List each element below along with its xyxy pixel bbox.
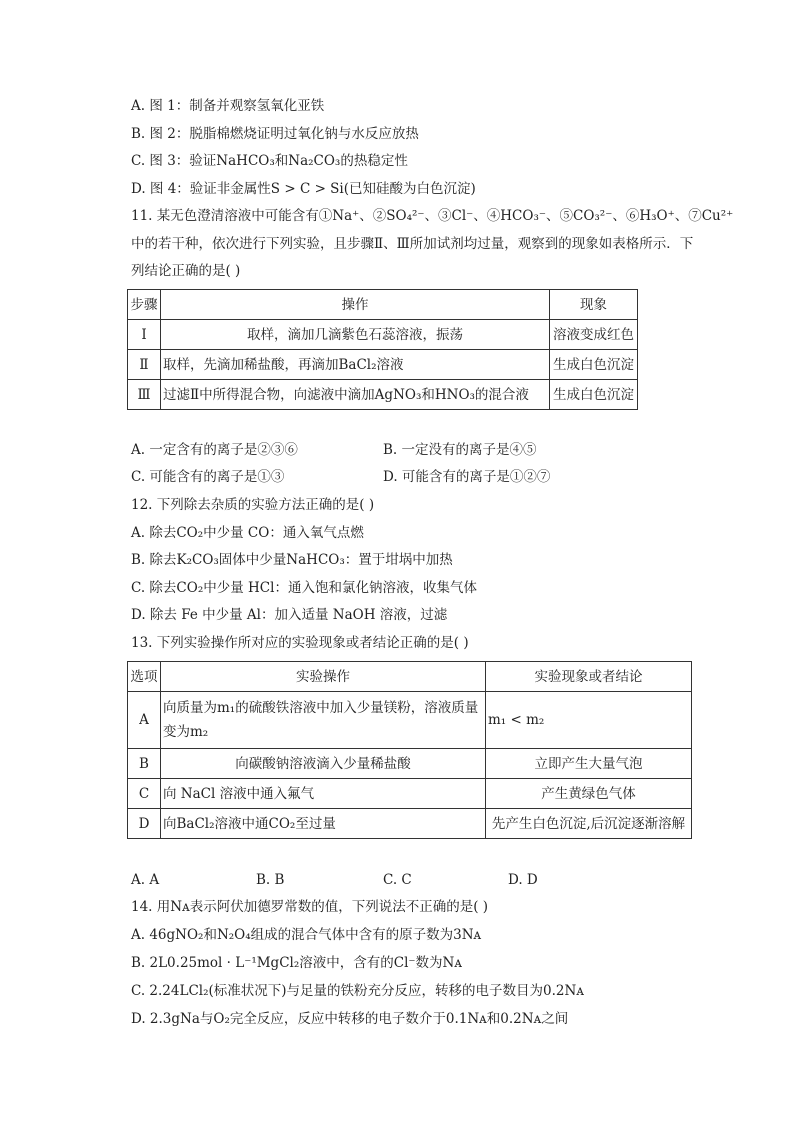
table-cell: 溶液变成红色 (550, 320, 638, 350)
table-cell: Ⅲ (128, 380, 161, 410)
q10-option-a: A. 图 1：制备并观察氢氧化亚铁 (131, 98, 325, 114)
table-row (128, 779, 692, 809)
q11-option-b: B. 一定没有的离子是④⑤ (383, 442, 537, 458)
q11-option-c: C. 可能含有的离子是①③ (131, 469, 285, 485)
table-cell: C (128, 779, 161, 809)
table-row (128, 809, 692, 839)
table-header: 步骤 (128, 290, 161, 320)
table-row (128, 692, 692, 749)
table-header: 实验现象或者结论 (486, 662, 692, 692)
table-header-row (128, 662, 692, 692)
table-cell: 向碳酸钠溶液滴入少量稀盐酸 (161, 749, 486, 779)
table-cell: Ⅰ (128, 320, 161, 350)
table-header: 实验操作 (161, 662, 486, 692)
table-header: 操作 (161, 290, 550, 320)
q12-stem: 12. 下列除去杂质的实验方法正确的是( ) (131, 497, 375, 513)
q13-option-c: C. C (383, 872, 412, 888)
q14-option-a: A. 46gNO₂和N₂O₄组成的混合气体中含有的原子数为3Nᴀ (131, 927, 482, 943)
table-row (128, 320, 638, 350)
q14-option-b: B. 2L0.25mol · L⁻¹MgCl₂溶液中，含有的Cl⁻数为Nᴀ (131, 955, 462, 971)
table-row (128, 380, 638, 410)
q11-stem-line2: 中的若干种，依次进行下列实验，且步骤Ⅱ、Ⅲ所加试剂均过量，观察到的现象如表格所示．下 (131, 236, 694, 252)
row-a-operation-line2: 变为m₂ (163, 724, 209, 740)
table-cell: B (128, 749, 161, 779)
q11-option-a: A. 一定含有的离子是②③⑥ (131, 442, 298, 458)
q13-option-a: A. A (131, 872, 160, 888)
q11-stem-line1: 11. 某无色澄清溶液中可能含有①Na⁺、②SO₄²⁻、③Cl⁻、④HCO₃⁻、⑤CO₃²⁻、⑥H₃O⁺、⑦Cu²⁺ (131, 208, 734, 224)
q12-option-c: C. 除去CO₂中少量 HCl：通入饱和氯化钠溶液，收集气体 (131, 580, 477, 596)
q11-table (127, 289, 638, 410)
table-cell: 向 NaCl 溶液中通入氟气 (161, 779, 486, 809)
q14-option-d: D. 2.3gNa与O₂完全反应，反应中转移的电子数介于0.1Nᴀ和0.2Nᴀ之间 (131, 1011, 569, 1027)
table-cell: m₁ < m₂ (486, 692, 692, 749)
q11-option-d: D. 可能含有的离子是①②⑦ (383, 469, 551, 485)
table-cell: 向BaCl₂溶液中通CO₂至过量 (161, 809, 486, 839)
table-cell: 生成白色沉淀 (550, 380, 638, 410)
table-cell (161, 692, 486, 749)
table-row (128, 350, 638, 380)
q13-option-b: B. B (256, 872, 285, 888)
row-a-operation-line1: 向质量为m₁的硫酸铁溶液中加入少量镁粉，溶液质量 (163, 700, 479, 716)
q13-option-d: D. D (508, 872, 538, 888)
table-row (128, 749, 692, 779)
table-header: 现象 (550, 290, 638, 320)
q14-stem: 14. 用Nᴀ表示阿伏加德罗常数的值，下列说法不正确的是( ) (131, 899, 489, 915)
table-header-row (128, 290, 638, 320)
table-cell: 取样，先滴加稀盐酸，再滴加BaCl₂溶液 (161, 350, 550, 380)
table-header: 选项 (128, 662, 161, 692)
table-cell: 生成白色沉淀 (550, 350, 638, 380)
q12-option-b: B. 除去K₂CO₃固体中少量NaHCO₃：置于坩埚中加热 (131, 552, 453, 568)
table-cell: 产生黄绿色气体 (486, 779, 692, 809)
q13-table (127, 661, 692, 839)
q10-option-d: D. 图 4：验证非金属性S > C > Si(已知硅酸为白色沉淀) (131, 181, 476, 197)
table-cell: Ⅱ (128, 350, 161, 380)
table-cell: 取样，滴加几滴紫色石蕊溶液，振荡 (161, 320, 550, 350)
q10-option-b: B. 图 2：脱脂棉燃烧证明过氧化钠与水反应放热 (131, 126, 419, 142)
q13-stem: 13. 下列实验操作所对应的实验现象或者结论正确的是( ) (131, 635, 469, 651)
table-cell: 过滤Ⅱ中所得混合物，向滤液中滴加AgNO₃和HNO₃的混合液 (161, 380, 550, 410)
table-cell: 立即产生大量气泡 (486, 749, 692, 779)
q12-option-d: D. 除去 Fe 中少量 Al：加入适量 NaOH 溶液，过滤 (131, 607, 448, 623)
q12-option-a: A. 除去CO₂中少量 CO：通入氧气点燃 (131, 525, 364, 541)
table-cell: D (128, 809, 161, 839)
q10-option-c: C. 图 3：验证NaHCO₃和Na₂CO₃的热稳定性 (131, 153, 408, 169)
table-cell: A (128, 692, 161, 749)
q14-option-c: C. 2.24LCl₂(标准状况下)与足量的铁粉充分反应，转移的电子数目为0.2Nᴀ (131, 983, 584, 999)
table-cell: 先产生白色沉淀,后沉淀逐渐溶解 (486, 809, 692, 839)
q11-stem-line3: 列结论正确的是( ) (131, 263, 241, 279)
